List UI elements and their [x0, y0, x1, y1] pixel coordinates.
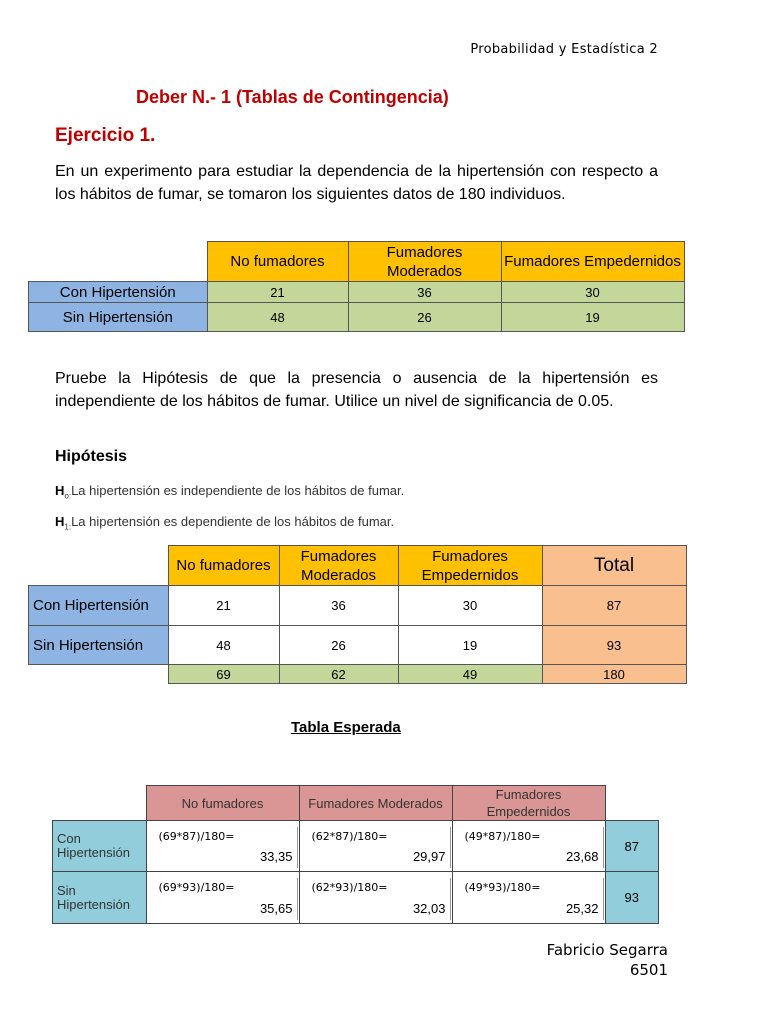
column-header: Fumadores Empedernidos — [452, 786, 605, 821]
formula: (69*87)/180= — [158, 830, 235, 843]
table-row — [29, 586, 687, 626]
row-total: 93 — [542, 626, 686, 665]
column-header: No fumadores — [168, 546, 279, 586]
table-cell: 36 — [348, 282, 501, 303]
column-total: 69 — [168, 665, 279, 684]
table-cell: 19 — [398, 626, 542, 665]
table-row — [29, 282, 685, 303]
problem-paragraph: En un experimento para estudiar la dependencia de la hipertensión con respecto a los hábitos de fumar, se tomaron los siguientes datos de 180 individuos. — [55, 163, 658, 203]
row-total: 87 — [542, 586, 686, 626]
expected-value: 29,97 — [412, 849, 446, 864]
formula: (69*93)/180= — [158, 881, 235, 894]
table-row — [29, 303, 685, 332]
column-total: 49 — [398, 665, 542, 684]
formula: (49*93)/180= — [464, 881, 541, 894]
table-cell: 21 — [207, 282, 348, 303]
row-header: Sin Hipertensión — [29, 303, 208, 332]
table-cell: 26 — [348, 303, 501, 332]
table-cell: 30 — [398, 586, 542, 626]
author-block — [547, 940, 668, 980]
expected-cell — [452, 821, 605, 872]
totals-table — [28, 545, 687, 684]
row-header: Con Hipertensión — [53, 821, 147, 872]
column-header: Fumadores Moderados — [348, 242, 501, 282]
column-header: Fumadores Moderados — [299, 786, 452, 821]
author-code: 6501 — [629, 961, 668, 979]
row-total: 93 — [605, 872, 659, 924]
document-title: Deber N.- 1 (Tablas de Contingencia) — [136, 87, 449, 107]
expected-cell — [299, 821, 452, 872]
expected-value: 33,35 — [259, 849, 293, 864]
expected-value: 23,68 — [565, 849, 599, 864]
row-total: 87 — [605, 821, 659, 872]
column-header-total: Total — [542, 546, 686, 586]
expected-cell — [146, 872, 299, 924]
formula: (49*87)/180= — [464, 830, 541, 843]
table-cell: 36 — [279, 586, 398, 626]
column-header: No fumadores — [146, 786, 299, 821]
table-cell: 19 — [501, 303, 684, 332]
expected-value: 25,32 — [565, 901, 599, 916]
table-cell: 48 — [168, 626, 279, 665]
instruction-paragraph: Pruebe la Hipótesis de que la presencia o ausencia de la hipertensión es independiente de los hábitos de fumar. Utilice un nivel de significancia de 0.05. — [55, 370, 658, 410]
table-cell: 48 — [207, 303, 348, 332]
column-header: Fumadores Moderados — [279, 546, 398, 586]
expected-cell — [146, 821, 299, 872]
table-cell: 26 — [279, 626, 398, 665]
column-header: No fumadores — [207, 242, 348, 282]
expected-table-title: Tabla Esperada — [291, 719, 401, 736]
formula: (62*87)/180= — [311, 830, 388, 843]
expected-cell — [452, 872, 605, 924]
expected-table — [52, 785, 659, 924]
table-row — [53, 872, 659, 924]
formula: (62*93)/180= — [311, 881, 388, 894]
null-hypothesis: $H_{o:}La$ hipertensión es independiente de los hábitos de fumar. — [55, 483, 405, 501]
document-header: Probabilidad y Estadística 2 — [470, 42, 658, 57]
totals-row — [29, 665, 687, 684]
exercise-heading: Ejercicio 1. — [55, 125, 156, 146]
alternative-hypothesis: $H_{1:}La$ hipertensión es dependiente de los hábitos de fumar. — [55, 514, 395, 532]
table-cell: 30 — [501, 282, 684, 303]
table-row — [29, 626, 687, 665]
expected-cell — [299, 872, 452, 924]
row-header: Sin Hipertensión — [29, 626, 169, 665]
table-cell: 21 — [168, 586, 279, 626]
expected-value: 32,03 — [412, 901, 446, 916]
column-header: Fumadores Empedernidos — [398, 546, 542, 586]
column-header: Fumadores Empedernidos — [501, 242, 684, 282]
author-name: Fabricio Segarra — [546, 941, 668, 959]
table-row — [53, 821, 659, 872]
hypothesis-heading: Hipótesis — [55, 448, 128, 465]
row-header: Sin Hipertensión — [53, 872, 147, 924]
row-header: Con Hipertensión — [29, 586, 169, 626]
expected-value: 35,65 — [259, 901, 293, 916]
grand-total: 180 — [542, 665, 686, 684]
observed-table — [28, 241, 685, 332]
row-header: Con Hipertensión — [29, 282, 208, 303]
column-total: 62 — [279, 665, 398, 684]
